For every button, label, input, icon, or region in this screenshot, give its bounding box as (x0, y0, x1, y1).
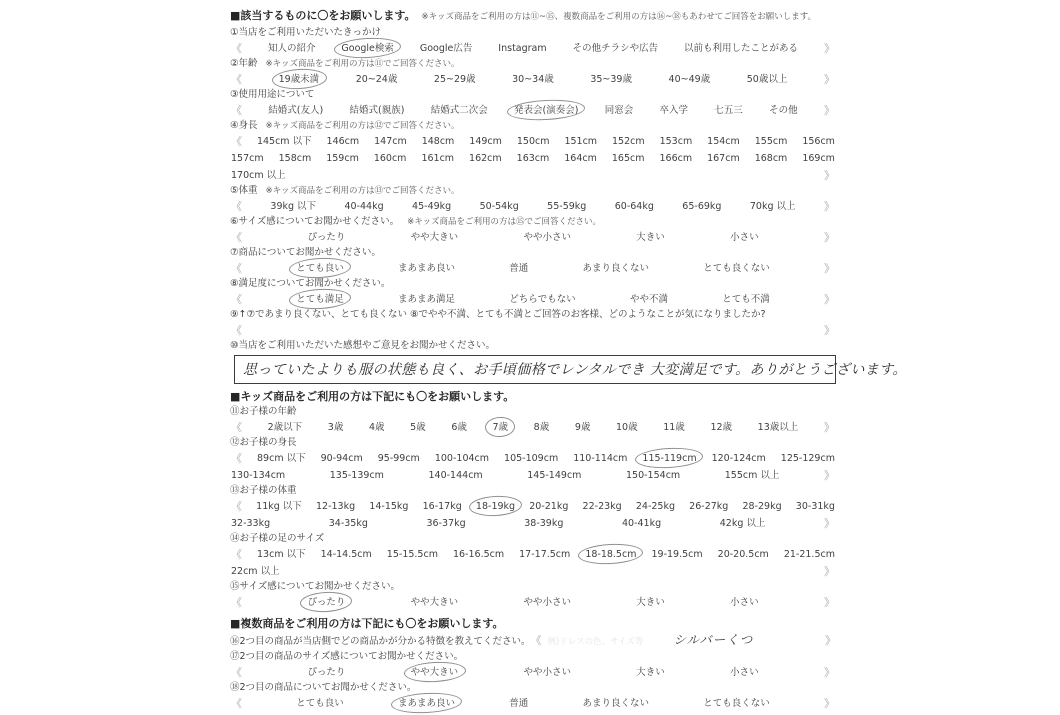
options-row (230, 133, 836, 184)
question-note: ※キッズ商品をご利用の方は⑬でご回答ください。 (265, 186, 460, 196)
option: 17-17.5cm (519, 549, 571, 560)
inline-answer (531, 632, 836, 650)
option: 159cm (326, 153, 359, 164)
option: 21-21.5cm (783, 549, 835, 560)
option: ぴったり (307, 667, 346, 678)
option: 145cm 以下 (256, 136, 312, 147)
close-bracket-icon: 》 (823, 42, 835, 55)
options-row (230, 71, 836, 88)
section-header (230, 6, 836, 25)
option: どちらでもない (509, 294, 576, 305)
option: ぴったり (307, 232, 346, 243)
question (230, 246, 836, 277)
option-circled: 7歳 (492, 419, 508, 436)
option: 152cm (612, 136, 645, 147)
option: 5歳 (410, 422, 426, 433)
question (230, 308, 836, 339)
close-bracket-icon: 》 (824, 324, 835, 337)
option: 36-37kg (426, 518, 466, 529)
option: 140-144cm (428, 470, 483, 481)
option: 160cm (373, 153, 407, 164)
option: 154cm (707, 136, 740, 147)
option: 9歳 (574, 422, 591, 433)
option: あまり良くない (582, 263, 649, 274)
options-row (230, 102, 836, 119)
question (230, 650, 836, 681)
option: 35~39歳 (590, 74, 632, 85)
section-title: ■該当するものに〇をお願いします。 (230, 9, 416, 22)
option: とても良くない (703, 698, 770, 709)
question-label (230, 681, 836, 695)
option: 148cm (421, 136, 455, 147)
option: 20-21kg (529, 501, 569, 512)
close-bracket-icon: 》 (823, 104, 835, 117)
question (230, 339, 907, 384)
close-bracket-icon: 》 (823, 262, 835, 275)
option-circled: 19歳未満 (279, 71, 320, 88)
question-label-text: ⑯2つ目の商品が当店側でどの商品かが分かる特徴を教えてください。 (230, 636, 531, 647)
option: 156cm (802, 136, 835, 147)
question-label (230, 57, 836, 71)
option: 大きい (636, 667, 665, 678)
option: やや小さい (523, 667, 571, 678)
option: 39kg 以下 (270, 201, 317, 212)
option: 大きい (636, 597, 665, 608)
question-note: ※キッズ商品をご利用の方は⑪でご回答ください。 (265, 59, 460, 69)
close-bracket-icon: 》 (823, 73, 835, 86)
option: 14-15kg (369, 501, 409, 512)
option: 40-44kg (344, 201, 384, 212)
option: 165cm (611, 153, 645, 164)
option: 100-104cm (434, 453, 490, 464)
question-note: ※キッズ商品をご利用の方は⑮でご回答ください。 (407, 217, 602, 227)
options-row (230, 594, 836, 611)
close-bracket-icon: 》 (825, 634, 836, 647)
option: 結婚式(親族) (349, 105, 405, 116)
question-label-text: ⑥サイズ感についてお聞かせください。 (230, 216, 400, 227)
open-bracket-icon: 《 (231, 135, 242, 148)
option: 6歳 (451, 422, 467, 433)
question (230, 681, 836, 712)
option: 30~34歳 (512, 74, 554, 85)
option: 結婚式二次会 (430, 105, 488, 116)
option: 161cm (421, 153, 455, 164)
options-row (230, 291, 836, 308)
question-label-text: ⑧満足度についてお聞かせください。 (230, 278, 391, 289)
option: 167cm (707, 153, 740, 164)
option: 同窓会 (604, 105, 634, 116)
question-label (230, 184, 836, 198)
option-circled: ぴったり (307, 594, 345, 611)
question-label-text: ⑭お子様の足のサイズ (230, 533, 325, 544)
option-circled: とても満足 (296, 291, 344, 308)
question-label (230, 215, 836, 229)
section-header (230, 387, 836, 404)
answer-hint: 例)ドレスの色、サイズ等 (547, 637, 644, 647)
option-circled: 18-19kg (476, 498, 515, 515)
option: 110-114cm (573, 453, 628, 464)
option: 小さい (730, 667, 759, 678)
option: 155cm (754, 136, 788, 147)
close-bracket-icon: 》 (823, 666, 835, 679)
open-bracket-icon: 《 (231, 324, 242, 337)
close-bracket-icon: 》 (823, 596, 835, 609)
option: 163cm (516, 153, 550, 164)
option: とても良くない (703, 263, 770, 274)
option: 40~49歳 (668, 74, 711, 85)
option: 結婚式(友人) (268, 105, 324, 116)
question-label-text: ⑨↑⑦であまり良くない、とても良くない ⑧でやや不満、とても不満とご回答のお客様、どのようなことが気になりましたか? (230, 309, 766, 320)
handwritten-comment: 思っていたよりも服の状態も良く、お手頃価格でレンタルでき 大変満足です。ありがとうございます。 (243, 362, 907, 378)
option: 卒入学 (659, 105, 688, 116)
option: 170cm 以上 (231, 170, 286, 181)
option: とても不満 (722, 294, 770, 305)
option: 小さい (730, 232, 759, 243)
question-label-text: ⑩当店をご利用いただいた感想やご意見をお聞かせください。 (230, 340, 496, 351)
option: 38-39kg (524, 518, 564, 529)
options-row (230, 40, 836, 57)
option: 130-134cm (231, 470, 286, 481)
open-bracket-icon: 《 (231, 548, 242, 561)
option: 40-41kg (622, 518, 662, 529)
option: 162cm (469, 153, 502, 164)
options-row (230, 664, 836, 681)
option: 157cm (231, 153, 264, 164)
option-circled: Google検索 (341, 40, 394, 57)
question-label (230, 339, 836, 353)
question-label (230, 650, 836, 664)
question (230, 436, 836, 484)
open-bracket-icon: 《 (231, 596, 242, 609)
open-bracket-icon: 《 (231, 104, 242, 117)
option: 22-23kg (582, 501, 622, 512)
option: 169cm (802, 153, 835, 164)
question (230, 26, 836, 57)
option: 55-59kg (547, 201, 587, 212)
close-bracket-icon: 》 (824, 517, 835, 530)
option: 知人の紹介 (267, 43, 316, 54)
option: 45-49kg (412, 201, 452, 212)
open-bracket-icon: 《 (231, 697, 242, 710)
option: 19-19.5cm (651, 549, 703, 560)
option: 153cm (659, 136, 693, 147)
option: 135-139cm (329, 470, 384, 481)
option: 25~29歳 (433, 74, 476, 85)
option: Instagram (498, 43, 547, 54)
question (230, 215, 836, 246)
question-label (230, 405, 836, 419)
open-bracket-icon: 《 (231, 231, 242, 244)
option: 89cm 以下 (257, 453, 306, 464)
option: 149cm (469, 136, 502, 147)
close-bracket-icon: 》 (823, 697, 835, 710)
option: Google広告 (419, 43, 473, 54)
option: 65-69kg (682, 201, 722, 212)
option: 小さい (730, 597, 759, 608)
option-circled: まあまあ良い (398, 695, 455, 712)
close-bracket-icon: 》 (823, 200, 835, 213)
option: 125-129cm (780, 453, 835, 464)
question-note: ※キッズ商品をご利用の方は⑫でご回答ください。 (265, 121, 460, 131)
option-circled: とても良い (296, 260, 344, 277)
options-row (230, 498, 836, 532)
options-row (230, 229, 836, 246)
option: 11歳 (663, 422, 685, 433)
option: 50歳以上 (746, 74, 788, 85)
option: 50-54kg (479, 201, 519, 212)
open-bracket-icon: 《 (530, 634, 542, 647)
option: 普通 (509, 698, 529, 709)
option: 26-27kg (689, 501, 729, 512)
question-label-text: ②年齢 (230, 58, 258, 69)
option: 七五三 (714, 105, 743, 116)
option: 3歳 (327, 422, 344, 433)
option: 20-20.5cm (717, 549, 769, 560)
options-row (230, 419, 836, 436)
option: 95-99cm (377, 453, 420, 464)
freeform-answer-row (230, 322, 836, 339)
option: 24-25kg (635, 501, 675, 512)
option: 16-16.5cm (452, 549, 505, 560)
option: 16-17kg (422, 501, 462, 512)
option: 4歳 (368, 422, 385, 433)
open-bracket-icon: 《 (231, 500, 242, 513)
question-label (230, 26, 836, 40)
option: その他 (769, 105, 798, 116)
question-label (230, 308, 836, 322)
question-label-text: ①当店をご利用いただいたきっかけ (230, 27, 382, 38)
options-row (230, 198, 836, 215)
option: 120-124cm (711, 453, 766, 464)
open-bracket-icon: 《 (231, 293, 242, 306)
close-bracket-icon: 》 (823, 293, 835, 306)
question-label (230, 580, 836, 594)
option: 普通 (509, 263, 529, 274)
section-title: ■キッズ商品をご利用の方は下記にも〇をお願いします。 (230, 390, 515, 403)
question-label (230, 88, 836, 102)
option-circled: 115-119cm (642, 450, 696, 467)
question (230, 184, 836, 215)
option: 11kg 以下 (256, 501, 302, 512)
question-label (230, 246, 836, 260)
question-label (230, 436, 836, 450)
option: 13cm 以下 (257, 549, 306, 560)
option: 12-13kg (315, 501, 356, 512)
option: 145-149cm (527, 470, 582, 481)
option: 32-33kg (231, 518, 271, 529)
option: 30-31kg (795, 501, 835, 512)
option: 13歳以上 (757, 422, 799, 433)
question (230, 580, 836, 611)
option: やや大きい (410, 232, 459, 243)
option: 大きい (636, 232, 665, 243)
question-label-text: ⑱2つ目の商品についてお聞かせください。 (230, 682, 417, 693)
open-bracket-icon: 《 (231, 200, 242, 213)
question-label-text: ③使用用途について (230, 89, 315, 100)
option: 147cm (374, 136, 407, 147)
open-bracket-icon: 《 (231, 42, 242, 55)
option: 151cm (564, 136, 598, 147)
handwritten-answer: シルバーくつ (673, 632, 754, 647)
options-row (230, 546, 836, 580)
option: まあまあ満足 (398, 294, 456, 305)
option-circled: 発表会(演奏会) (514, 102, 578, 119)
option: 42kg 以上 (719, 518, 766, 529)
options-row (230, 260, 836, 277)
option: 70kg 以上 (749, 201, 796, 212)
option: 14-14.5cm (320, 549, 372, 560)
question-label-text: ⑬お子様の体重 (230, 485, 297, 496)
option: やや小さい (523, 597, 571, 608)
option: まあまあ良い (397, 263, 455, 274)
question (230, 119, 836, 184)
open-bracket-icon: 《 (231, 262, 242, 275)
question (230, 277, 836, 308)
option: やや小さい (523, 232, 571, 243)
option: 以前も利用したことがある (684, 43, 799, 54)
option-circled: 18-18.5cm (585, 546, 636, 563)
close-bracket-icon: 》 (824, 565, 835, 578)
option: 15-15.5cm (386, 549, 438, 560)
question-label (230, 484, 836, 498)
option: 20~24歳 (355, 74, 398, 85)
option-circled: やや大きい (411, 664, 459, 681)
question-label (230, 277, 836, 291)
question-label (230, 635, 531, 649)
option: あまり良くない (582, 698, 649, 709)
option: やや不満 (629, 294, 668, 305)
option: 90-94cm (320, 453, 363, 464)
option: その他チラシや広告 (572, 43, 659, 54)
option: 22cm 以上 (231, 566, 280, 577)
option: 105-109cm (504, 453, 559, 464)
open-bracket-icon: 《 (231, 666, 242, 679)
section-title: ■複数商品をご利用の方は下記にも〇をお願いします。 (230, 617, 504, 630)
options-row (230, 695, 836, 712)
close-bracket-icon: 》 (824, 169, 835, 182)
question-label-text: ⑰2つ目の商品のサイズ感についてお聞かせください。 (230, 651, 464, 662)
question (230, 57, 836, 88)
option: 10歳 (616, 422, 638, 433)
option: 34-35kg (328, 518, 368, 529)
option: 146cm (326, 136, 360, 147)
close-bracket-icon: 》 (823, 231, 835, 244)
question-label-text: ⑤体重 (230, 185, 258, 196)
question-label-text: ⑦商品についてお聞かせください。 (230, 247, 381, 258)
option: 2歳以下 (267, 422, 303, 433)
question (230, 532, 836, 580)
open-bracket-icon: 《 (231, 73, 242, 86)
close-bracket-icon: 》 (823, 421, 835, 434)
question-label-text: ⑪お子様の年齢 (230, 406, 297, 417)
question-label-text: ⑫お子様の身長 (230, 437, 297, 448)
option: 150cm (516, 136, 550, 147)
option: 166cm (659, 153, 693, 164)
open-bracket-icon: 《 (231, 421, 242, 434)
option: 155cm 以上 (724, 470, 780, 481)
section-note: ※キッズ商品をご利用の方は⑪~⑮、複数商品をご利用の方は⑯~⑱もあわせてご回答をお願いします。 (421, 12, 817, 22)
option: とても良い (296, 698, 344, 709)
close-bracket-icon: 》 (823, 469, 835, 482)
survey-content (230, 3, 907, 712)
option: 164cm (564, 153, 597, 164)
question (230, 405, 836, 436)
question-label-text: ④身長 (230, 120, 258, 131)
option: 28-29kg (742, 501, 782, 512)
option: 60-64kg (614, 201, 654, 212)
question (230, 88, 836, 119)
question (230, 484, 836, 532)
option: 150-154cm (626, 470, 681, 481)
question-label (230, 532, 836, 546)
options-row (230, 450, 836, 484)
option: やや大きい (410, 597, 459, 608)
question-label-text: ⑮サイズ感についてお聞かせください。 (230, 581, 401, 592)
option: 12歳 (710, 422, 733, 433)
option: 158cm (278, 153, 312, 164)
question-label (230, 119, 836, 133)
option: 168cm (754, 153, 788, 164)
option: 8歳 (533, 422, 550, 433)
section-header (230, 614, 836, 631)
open-bracket-icon: 《 (231, 452, 242, 465)
comment-box (234, 355, 907, 384)
question (230, 632, 836, 650)
